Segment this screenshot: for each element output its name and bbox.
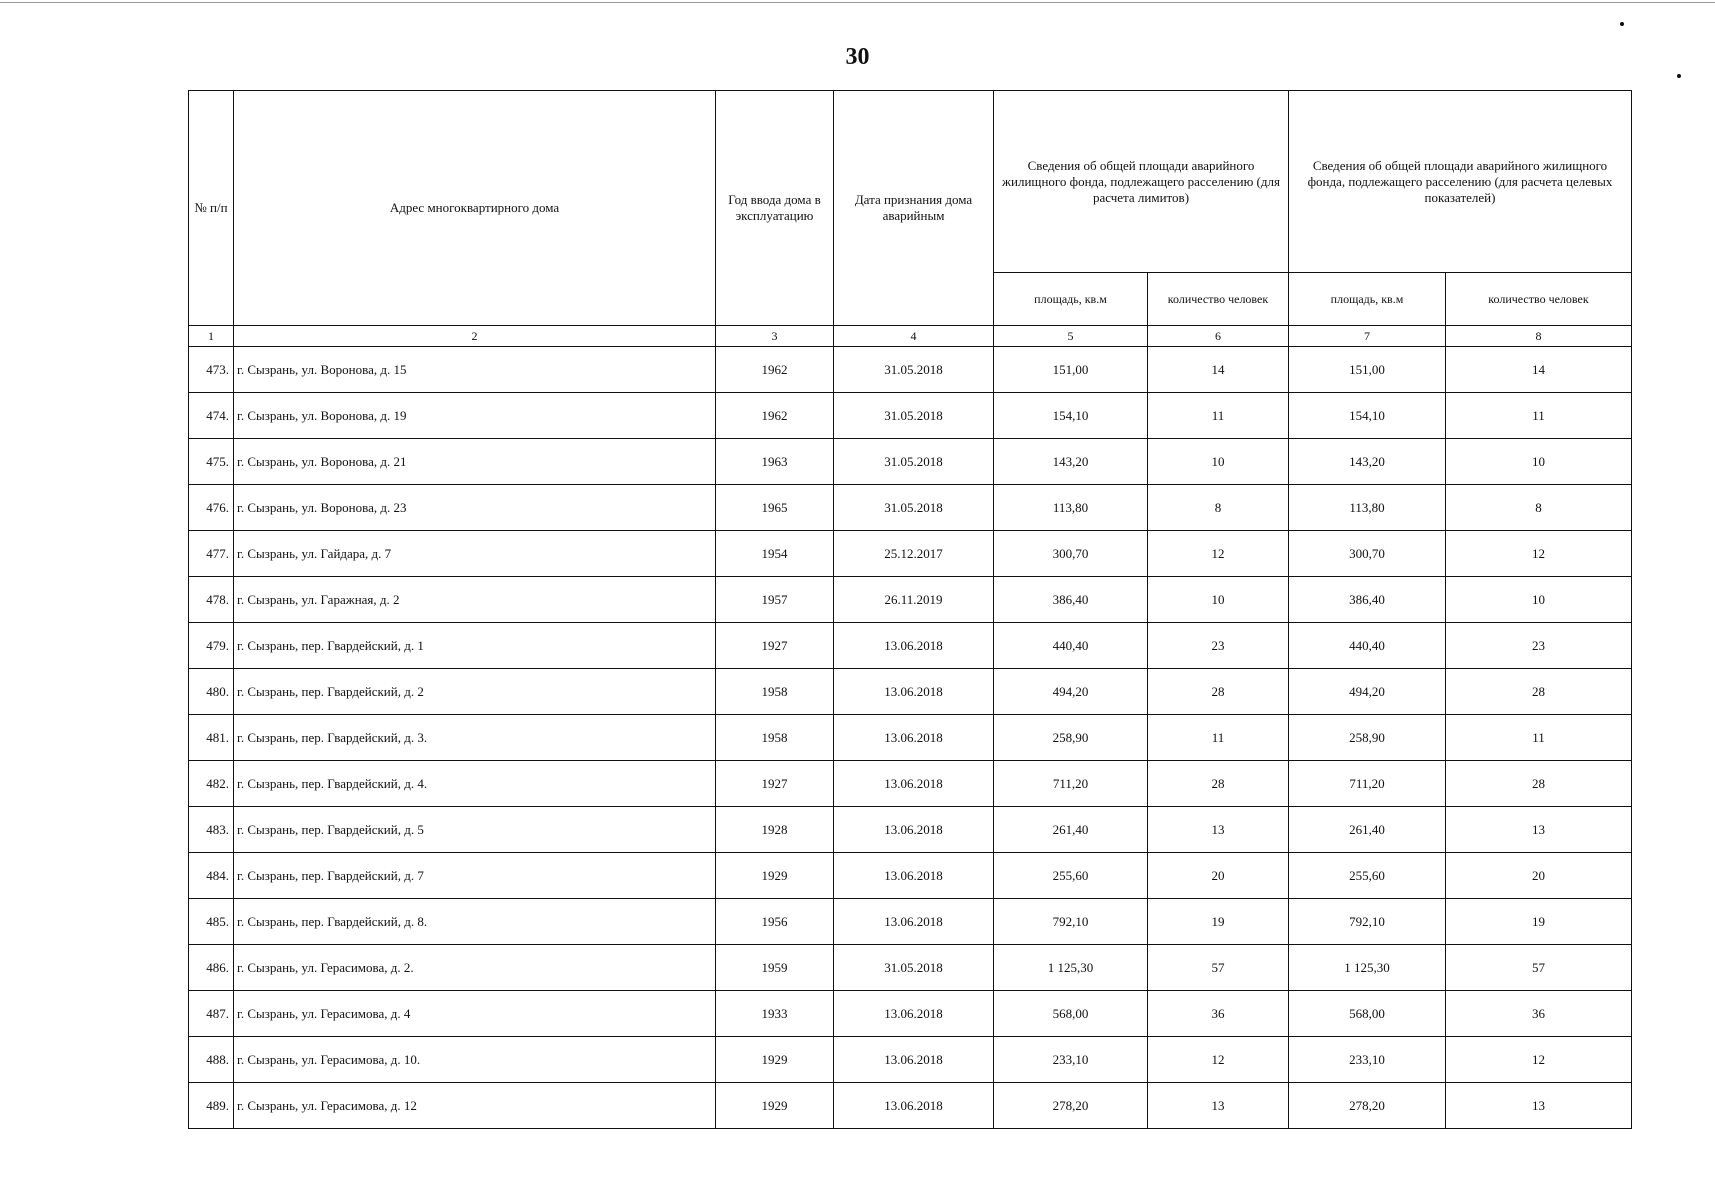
cell-number: 480. bbox=[189, 669, 234, 715]
cell-date: 13.06.2018 bbox=[834, 715, 994, 761]
cell-area-limits: 113,80 bbox=[994, 485, 1148, 531]
cell-address: г. Сызрань, ул. Воронова, д. 19 bbox=[234, 393, 716, 439]
table-row bbox=[189, 347, 1632, 393]
table-row bbox=[189, 393, 1632, 439]
cell-people-targets: 11 bbox=[1446, 715, 1632, 761]
cell-people-targets: 13 bbox=[1446, 807, 1632, 853]
header-group-limits: Сведения об общей площади аварийного жилищного фонда, подлежащего расселению (для расчета лимитов) bbox=[994, 91, 1289, 273]
scan-speck bbox=[1620, 22, 1624, 26]
cell-year: 1957 bbox=[716, 577, 834, 623]
column-number: 6 bbox=[1148, 326, 1289, 347]
cell-number: 488. bbox=[189, 1037, 234, 1083]
cell-area-limits: 440,40 bbox=[994, 623, 1148, 669]
cell-people-targets: 28 bbox=[1446, 669, 1632, 715]
cell-area-targets: 494,20 bbox=[1289, 669, 1446, 715]
emergency-housing-table bbox=[188, 90, 1632, 1129]
cell-people-limits: 23 bbox=[1148, 623, 1289, 669]
cell-area-targets: 261,40 bbox=[1289, 807, 1446, 853]
cell-people-limits: 14 bbox=[1148, 347, 1289, 393]
table-row bbox=[189, 1037, 1632, 1083]
cell-area-targets: 386,40 bbox=[1289, 577, 1446, 623]
cell-people-targets: 12 bbox=[1446, 531, 1632, 577]
cell-area-targets: 258,90 bbox=[1289, 715, 1446, 761]
cell-address: г. Сызрань, ул. Воронова, д. 23 bbox=[234, 485, 716, 531]
cell-area-targets: 568,00 bbox=[1289, 991, 1446, 1037]
cell-date: 31.05.2018 bbox=[834, 945, 994, 991]
table-row bbox=[189, 577, 1632, 623]
cell-address: г. Сызрань, пер. Гвардейский, д. 8. bbox=[234, 899, 716, 945]
cell-area-targets: 300,70 bbox=[1289, 531, 1446, 577]
table-row bbox=[189, 531, 1632, 577]
cell-number: 475. bbox=[189, 439, 234, 485]
cell-address: г. Сызрань, пер. Гвардейский, д. 4. bbox=[234, 761, 716, 807]
cell-area-limits: 255,60 bbox=[994, 853, 1148, 899]
header-group-targets: Сведения об общей площади аварийного жилищного фонда, подлежащего расселению (для расчета целевых показателей) bbox=[1289, 91, 1632, 273]
cell-date: 31.05.2018 bbox=[834, 393, 994, 439]
table-row bbox=[189, 899, 1632, 945]
cell-address: г. Сызрань, пер. Гвардейский, д. 5 bbox=[234, 807, 716, 853]
table-row bbox=[189, 485, 1632, 531]
cell-address: г. Сызрань, ул. Герасимова, д. 12 bbox=[234, 1083, 716, 1129]
cell-people-limits: 19 bbox=[1148, 899, 1289, 945]
cell-people-targets: 19 bbox=[1446, 899, 1632, 945]
cell-date: 13.06.2018 bbox=[834, 853, 994, 899]
cell-area-limits: 261,40 bbox=[994, 807, 1148, 853]
cell-date: 13.06.2018 bbox=[834, 761, 994, 807]
cell-year: 1958 bbox=[716, 669, 834, 715]
cell-people-limits: 57 bbox=[1148, 945, 1289, 991]
cell-people-limits: 8 bbox=[1148, 485, 1289, 531]
cell-year: 1928 bbox=[716, 807, 834, 853]
cell-address: г. Сызрань, ул. Гаражная, д. 2 bbox=[234, 577, 716, 623]
cell-year: 1962 bbox=[716, 393, 834, 439]
table-row bbox=[189, 761, 1632, 807]
cell-date: 25.12.2017 bbox=[834, 531, 994, 577]
cell-people-targets: 36 bbox=[1446, 991, 1632, 1037]
cell-people-limits: 12 bbox=[1148, 531, 1289, 577]
cell-number: 486. bbox=[189, 945, 234, 991]
cell-people-limits: 12 bbox=[1148, 1037, 1289, 1083]
cell-year: 1956 bbox=[716, 899, 834, 945]
cell-area-limits: 1 125,30 bbox=[994, 945, 1148, 991]
cell-area-targets: 440,40 bbox=[1289, 623, 1446, 669]
column-number: 4 bbox=[834, 326, 994, 347]
cell-area-targets: 278,20 bbox=[1289, 1083, 1446, 1129]
cell-area-limits: 151,00 bbox=[994, 347, 1148, 393]
header-people-limits: количество человек bbox=[1148, 273, 1289, 326]
cell-number: 477. bbox=[189, 531, 234, 577]
table-row bbox=[189, 991, 1632, 1037]
header-people-targets: количество человек bbox=[1446, 273, 1632, 326]
cell-area-limits: 258,90 bbox=[994, 715, 1148, 761]
cell-people-limits: 36 bbox=[1148, 991, 1289, 1037]
column-number: 5 bbox=[994, 326, 1148, 347]
cell-area-targets: 154,10 bbox=[1289, 393, 1446, 439]
cell-date: 13.06.2018 bbox=[834, 899, 994, 945]
cell-area-limits: 233,10 bbox=[994, 1037, 1148, 1083]
cell-area-limits: 154,10 bbox=[994, 393, 1148, 439]
header-address: Адрес многоквартирного дома bbox=[234, 91, 716, 326]
column-number: 1 bbox=[189, 326, 234, 347]
cell-people-limits: 13 bbox=[1148, 1083, 1289, 1129]
page-number: 30 bbox=[845, 44, 870, 70]
cell-area-targets: 792,10 bbox=[1289, 899, 1446, 945]
cell-area-limits: 494,20 bbox=[994, 669, 1148, 715]
cell-date: 31.05.2018 bbox=[834, 439, 994, 485]
cell-number: 484. bbox=[189, 853, 234, 899]
cell-people-targets: 28 bbox=[1446, 761, 1632, 807]
cell-address: г. Сызрань, ул. Герасимова, д. 2. bbox=[234, 945, 716, 991]
cell-date: 13.06.2018 bbox=[834, 807, 994, 853]
cell-date: 31.05.2018 bbox=[834, 485, 994, 531]
cell-area-targets: 711,20 bbox=[1289, 761, 1446, 807]
table-row bbox=[189, 669, 1632, 715]
cell-address: г. Сызрань, ул. Герасимова, д. 4 bbox=[234, 991, 716, 1037]
cell-people-limits: 11 bbox=[1148, 715, 1289, 761]
cell-people-targets: 14 bbox=[1446, 347, 1632, 393]
cell-date: 13.06.2018 bbox=[834, 669, 994, 715]
cell-people-limits: 28 bbox=[1148, 669, 1289, 715]
cell-area-limits: 278,20 bbox=[994, 1083, 1148, 1129]
cell-people-targets: 10 bbox=[1446, 577, 1632, 623]
cell-people-limits: 10 bbox=[1148, 577, 1289, 623]
cell-address: г. Сызрань, ул. Герасимова, д. 10. bbox=[234, 1037, 716, 1083]
cell-year: 1927 bbox=[716, 761, 834, 807]
cell-area-limits: 143,20 bbox=[994, 439, 1148, 485]
cell-people-targets: 10 bbox=[1446, 439, 1632, 485]
cell-number: 479. bbox=[189, 623, 234, 669]
cell-address: г. Сызрань, ул. Гайдара, д. 7 bbox=[234, 531, 716, 577]
cell-number: 483. bbox=[189, 807, 234, 853]
cell-year: 1933 bbox=[716, 991, 834, 1037]
cell-area-limits: 711,20 bbox=[994, 761, 1148, 807]
cell-year: 1929 bbox=[716, 1083, 834, 1129]
cell-number: 473. bbox=[189, 347, 234, 393]
column-number: 3 bbox=[716, 326, 834, 347]
cell-number: 481. bbox=[189, 715, 234, 761]
table-row bbox=[189, 807, 1632, 853]
header-emergency-date: Дата признания дома аварийным bbox=[834, 91, 994, 326]
cell-year: 1963 bbox=[716, 439, 834, 485]
cell-date: 13.06.2018 bbox=[834, 623, 994, 669]
cell-people-targets: 23 bbox=[1446, 623, 1632, 669]
scan-edge-line bbox=[0, 2, 1715, 3]
cell-people-targets: 13 bbox=[1446, 1083, 1632, 1129]
table-row bbox=[189, 853, 1632, 899]
header-area-limits: площадь, кв.м bbox=[994, 273, 1148, 326]
cell-number: 489. bbox=[189, 1083, 234, 1129]
cell-people-limits: 20 bbox=[1148, 853, 1289, 899]
cell-address: г. Сызрань, пер. Гвардейский, д. 7 bbox=[234, 853, 716, 899]
table-row bbox=[189, 945, 1632, 991]
cell-area-targets: 233,10 bbox=[1289, 1037, 1446, 1083]
cell-area-targets: 1 125,30 bbox=[1289, 945, 1446, 991]
cell-people-targets: 20 bbox=[1446, 853, 1632, 899]
cell-people-targets: 57 bbox=[1446, 945, 1632, 991]
cell-area-targets: 151,00 bbox=[1289, 347, 1446, 393]
cell-year: 1965 bbox=[716, 485, 834, 531]
cell-number: 482. bbox=[189, 761, 234, 807]
table-row bbox=[189, 1083, 1632, 1129]
header-year: Год ввода дома в эксплуатацию bbox=[716, 91, 834, 326]
column-number: 8 bbox=[1446, 326, 1632, 347]
table-row bbox=[189, 439, 1632, 485]
cell-area-targets: 143,20 bbox=[1289, 439, 1446, 485]
cell-date: 13.06.2018 bbox=[834, 991, 994, 1037]
cell-number: 487. bbox=[189, 991, 234, 1037]
cell-number: 474. bbox=[189, 393, 234, 439]
cell-area-limits: 568,00 bbox=[994, 991, 1148, 1037]
cell-address: г. Сызрань, пер. Гвардейский, д. 3. bbox=[234, 715, 716, 761]
cell-people-limits: 28 bbox=[1148, 761, 1289, 807]
cell-date: 13.06.2018 bbox=[834, 1083, 994, 1129]
cell-address: г. Сызрань, пер. Гвардейский, д. 2 bbox=[234, 669, 716, 715]
cell-address: г. Сызрань, ул. Воронова, д. 21 bbox=[234, 439, 716, 485]
cell-people-limits: 13 bbox=[1148, 807, 1289, 853]
cell-people-targets: 12 bbox=[1446, 1037, 1632, 1083]
cell-year: 1962 bbox=[716, 347, 834, 393]
cell-address: г. Сызрань, пер. Гвардейский, д. 1 bbox=[234, 623, 716, 669]
cell-area-limits: 386,40 bbox=[994, 577, 1148, 623]
cell-number: 478. bbox=[189, 577, 234, 623]
header-area-targets: площадь, кв.м bbox=[1289, 273, 1446, 326]
cell-year: 1927 bbox=[716, 623, 834, 669]
cell-date: 13.06.2018 bbox=[834, 1037, 994, 1083]
cell-number: 476. bbox=[189, 485, 234, 531]
cell-date: 31.05.2018 bbox=[834, 347, 994, 393]
cell-date: 26.11.2019 bbox=[834, 577, 994, 623]
cell-year: 1954 bbox=[716, 531, 834, 577]
cell-people-limits: 10 bbox=[1148, 439, 1289, 485]
cell-number: 485. bbox=[189, 899, 234, 945]
cell-area-targets: 113,80 bbox=[1289, 485, 1446, 531]
cell-year: 1958 bbox=[716, 715, 834, 761]
cell-area-limits: 300,70 bbox=[994, 531, 1148, 577]
header-row-number: № п/п bbox=[189, 91, 234, 326]
cell-year: 1929 bbox=[716, 1037, 834, 1083]
cell-area-limits: 792,10 bbox=[994, 899, 1148, 945]
cell-people-targets: 8 bbox=[1446, 485, 1632, 531]
table-row bbox=[189, 715, 1632, 761]
table-row bbox=[189, 623, 1632, 669]
cell-area-targets: 255,60 bbox=[1289, 853, 1446, 899]
cell-year: 1959 bbox=[716, 945, 834, 991]
scan-speck bbox=[1677, 74, 1681, 78]
cell-people-limits: 11 bbox=[1148, 393, 1289, 439]
column-number: 2 bbox=[234, 326, 716, 347]
cell-address: г. Сызрань, ул. Воронова, д. 15 bbox=[234, 347, 716, 393]
cell-year: 1929 bbox=[716, 853, 834, 899]
cell-people-targets: 11 bbox=[1446, 393, 1632, 439]
column-number: 7 bbox=[1289, 326, 1446, 347]
